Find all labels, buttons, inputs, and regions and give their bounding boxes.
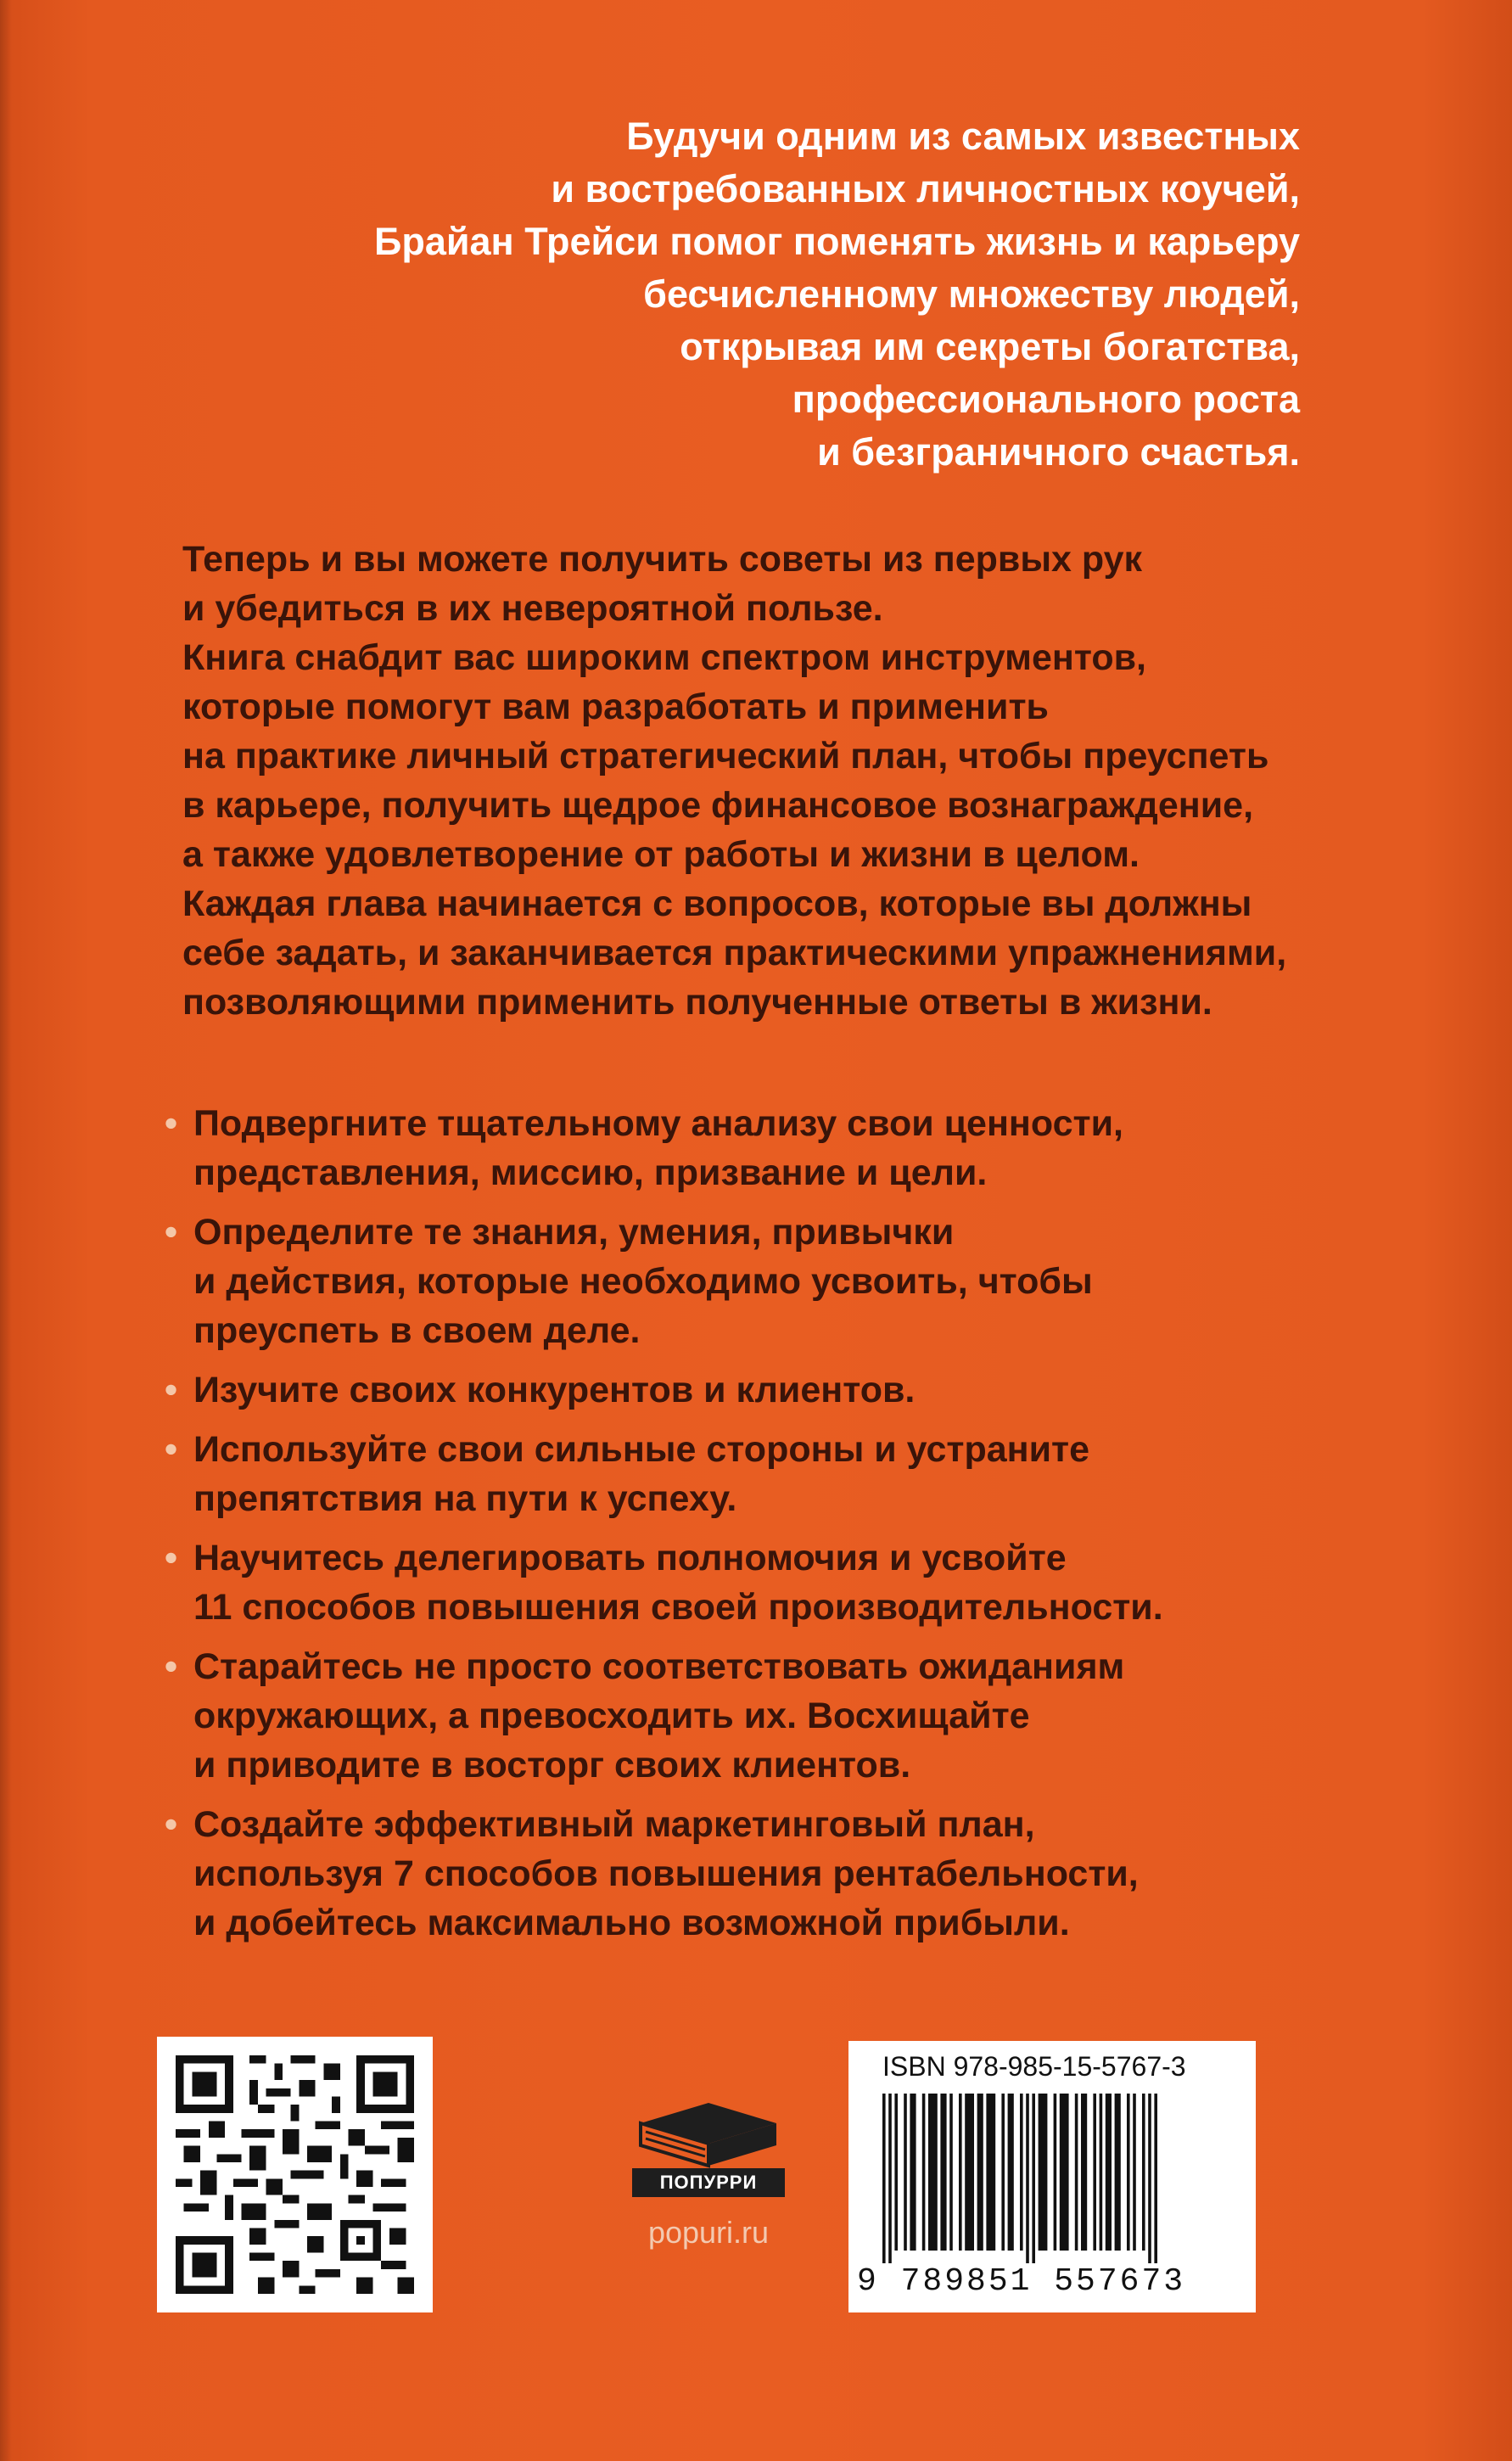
bullet-icon: • [165, 1538, 178, 1578]
barcode-bar [977, 2094, 983, 2251]
bullet-icon: • [165, 1370, 178, 1410]
barcode-bar [1026, 2094, 1029, 2263]
barcode-bar [922, 2094, 926, 2251]
benefit-item [161, 1099, 1392, 1197]
barcode-bar [1093, 2094, 1096, 2251]
barcode-bar [894, 2094, 898, 2251]
qr-code[interactable] [157, 2037, 433, 2312]
barcode-bar [986, 2094, 995, 2251]
intro-line: и безграничного счастья. [817, 430, 1300, 474]
ean-digits: 9 789851 557673 [857, 2263, 1186, 2300]
barcode-bar [1008, 2094, 1014, 2251]
barcode-bars [882, 2094, 1222, 2263]
intro-line: Будучи одним из самых известных [626, 115, 1300, 158]
isbn-barcode [848, 2041, 1256, 2312]
barcode-bar [965, 2094, 974, 2251]
bullet-icon: • [165, 1429, 178, 1470]
barcode-bar [1039, 2094, 1048, 2251]
description-line: себе задать, и заканчивается практическими упражнениями, [182, 933, 1287, 973]
benefit-line: окружающих, а превосходить их. Восхищайте [193, 1696, 1030, 1736]
benefit-line: Создайте эффективный маркетинговый план, [193, 1804, 1035, 1845]
benefit-line: Старайтесь не просто соответствовать ожиданиям [193, 1646, 1125, 1687]
cover-edge-shadow [0, 0, 12, 2461]
intro-line: открывая им секреты богатства, [680, 325, 1300, 368]
barcode-bar [940, 2094, 946, 2251]
barcode-bar [910, 2094, 916, 2251]
bullet-icon: • [165, 1103, 178, 1144]
barcode-bar [882, 2094, 886, 2263]
description-line: а также удовлетворение от работы и жизни в целом. [182, 834, 1140, 875]
benefit-item [161, 1800, 1392, 1948]
bullet-icon: • [165, 1212, 178, 1253]
description-line: на практике личный стратегический план, чтобы преуспеть [182, 736, 1269, 776]
benefit-line: преуспеть в своем деле. [193, 1310, 641, 1351]
barcode-bar [1100, 2094, 1103, 2251]
description-line: в карьере, получить щедрое финансовое вознаграждение, [182, 785, 1254, 826]
intro-line: и востребованных личностных коучей, [551, 167, 1300, 210]
benefit-line: и добейтесь максимально возможной прибыли. [193, 1903, 1070, 1943]
barcode-bar [1133, 2094, 1136, 2251]
benefit-line: Научитесь делегировать полномочия и усвойте [193, 1538, 1067, 1578]
description-line: которые помогут вам разработать и применить [182, 687, 1049, 727]
benefit-line: Подвергните тщательному анализу свои ценности, [193, 1103, 1123, 1144]
publisher-website[interactable]: popuri.ru [647, 2215, 770, 2250]
benefit-line: Изучите своих конкурентов и клиентов. [193, 1370, 916, 1410]
barcode-bar [888, 2094, 892, 2263]
benefit-item [161, 1365, 1392, 1415]
description-paragraph [182, 535, 1370, 1027]
barcode-bar [949, 2094, 953, 2251]
description-line: Теперь и вы можете получить советы из первых рук [182, 539, 1143, 580]
benefit-line: используя 7 способов повышения рентабельности, [193, 1853, 1139, 1894]
benefit-line: Используйте свои сильные стороны и устраните [193, 1429, 1089, 1470]
isbn-label: ISBN 978-985-15-5767-3 [882, 2051, 1186, 2082]
bullet-icon: • [165, 1804, 178, 1845]
benefit-line: и приводите в восторг своих клиентов. [193, 1745, 911, 1785]
benefit-item [161, 1425, 1392, 1523]
barcode-bar [1148, 2094, 1151, 2263]
intro-paragraph [197, 110, 1300, 479]
barcode-bar [928, 2094, 938, 2251]
barcode-bar [1127, 2094, 1130, 2251]
barcode-bar [1001, 2094, 1005, 2251]
publisher-logo-text: ПОПУРРИ [632, 2168, 785, 2197]
description-line: позволяющими применить полученные ответы в жизни. [182, 982, 1212, 1023]
barcode-bar [904, 2094, 907, 2251]
description-line: и убедиться в их невероятной пользе. [182, 588, 883, 629]
intro-line: Брайан Трейси помог поменять жизнь и карьеру [373, 220, 1300, 263]
barcode-bar [1106, 2094, 1112, 2251]
bullet-icon: • [165, 1646, 178, 1687]
benefit-line: и действия, которые необходимо усвоить, чтобы [193, 1261, 1093, 1302]
barcode-bar [1060, 2094, 1069, 2251]
barcode-bar [1154, 2094, 1157, 2263]
benefit-item [161, 1642, 1392, 1790]
benefit-item [161, 1533, 1392, 1632]
description-line: Книга снабдит вас широким спектром инструментов, [182, 637, 1146, 678]
benefit-item [161, 1208, 1392, 1355]
barcode-bar [1142, 2094, 1145, 2251]
benefits-list [161, 1099, 1392, 1958]
benefit-line: представления, миссию, призвание и цели. [193, 1152, 988, 1193]
description-line: Каждая глава начинается с вопросов, которые вы должны [182, 883, 1252, 924]
barcode-bar [1081, 2094, 1087, 2251]
benefit-line: 11 способов повышения своей производительности. [193, 1587, 1163, 1628]
benefit-line: Определите те знания, умения, привычки [193, 1212, 955, 1253]
intro-line: профессионального роста [792, 378, 1300, 421]
barcode-bar [1075, 2094, 1078, 2251]
benefit-line: препятствия на пути к успеху. [193, 1478, 737, 1519]
barcode-bar [1020, 2094, 1023, 2251]
barcode-bar [1054, 2094, 1057, 2251]
intro-line: бесчисленному множеству людей, [643, 272, 1300, 316]
barcode-bar [1032, 2094, 1035, 2263]
barcode-bar [959, 2094, 962, 2251]
qr-code-icon [176, 2055, 414, 2294]
barcode-bar [1115, 2094, 1121, 2251]
